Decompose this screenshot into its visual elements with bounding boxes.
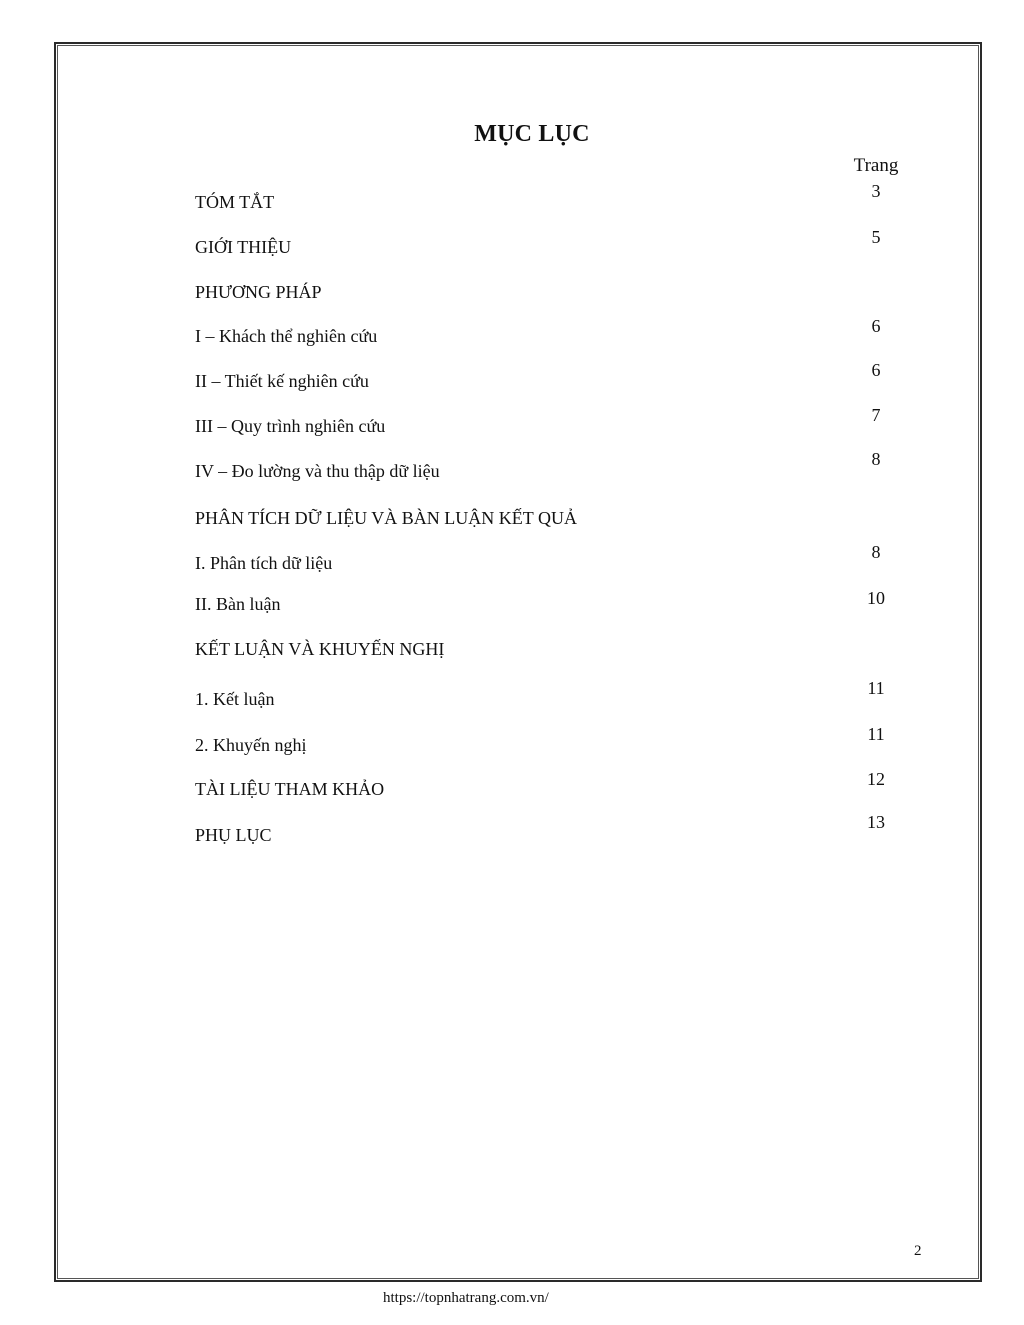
toc-entry-label[interactable]: GIỚI THIỆU	[195, 237, 292, 257]
toc-entry-page: 11	[867, 678, 885, 698]
toc-entry-label[interactable]: I – Khách thể nghiên cứu	[195, 326, 378, 346]
toc-entry-page: 6	[871, 316, 881, 336]
toc-section-heading[interactable]: PHÂN TÍCH DỮ LIỆU VÀ BÀN LUẬN KẾT QUẢ	[195, 508, 577, 528]
toc-entry-page: 13	[867, 812, 885, 832]
toc-entry-label[interactable]: IV – Đo lường và thu thập dữ liệu	[195, 461, 440, 481]
toc-entry-label[interactable]: 1. Kết luận	[195, 689, 275, 709]
toc-entry-label[interactable]: I. Phân tích dữ liệu	[195, 553, 333, 573]
toc-section-heading[interactable]: PHƯƠNG PHÁP	[195, 282, 322, 302]
page-number: 2	[914, 1243, 922, 1259]
toc-entry-page: 3	[871, 181, 881, 201]
toc-entry-label[interactable]: II. Bàn luận	[195, 594, 281, 614]
toc-entry-label[interactable]: PHỤ LỤC	[195, 825, 272, 845]
toc-entry-label[interactable]: TÀI LIỆU THAM KHẢO	[195, 779, 385, 799]
toc-entry-label[interactable]: 2. Khuyến nghị	[195, 735, 307, 755]
toc-title: MỤC LỤC	[474, 121, 590, 147]
toc-entry-page: 5	[871, 227, 881, 247]
toc-section-heading[interactable]: KẾT LUẬN VÀ KHUYẾN NGHỊ	[195, 639, 445, 659]
toc-entry-page: 11	[867, 724, 885, 744]
toc-entry-label[interactable]: III – Quy trình nghiên cứu	[195, 416, 386, 436]
toc-entry-page: 7	[871, 405, 881, 425]
footer-url-link[interactable]: https://topnhatrang.com.vn/	[383, 1290, 549, 1306]
toc-entry-page: 6	[871, 360, 881, 380]
toc-entry-label[interactable]: II – Thiết kế nghiên cứu	[195, 371, 369, 391]
toc-entry-page: 8	[871, 542, 881, 562]
page-column-header: Trang	[853, 155, 899, 176]
toc-entry-page: 12	[867, 769, 885, 789]
toc-entry-page: 8	[871, 449, 881, 469]
toc-entry-page: 10	[867, 588, 885, 608]
toc-entry-label[interactable]: TÓM TẮT	[195, 192, 275, 212]
